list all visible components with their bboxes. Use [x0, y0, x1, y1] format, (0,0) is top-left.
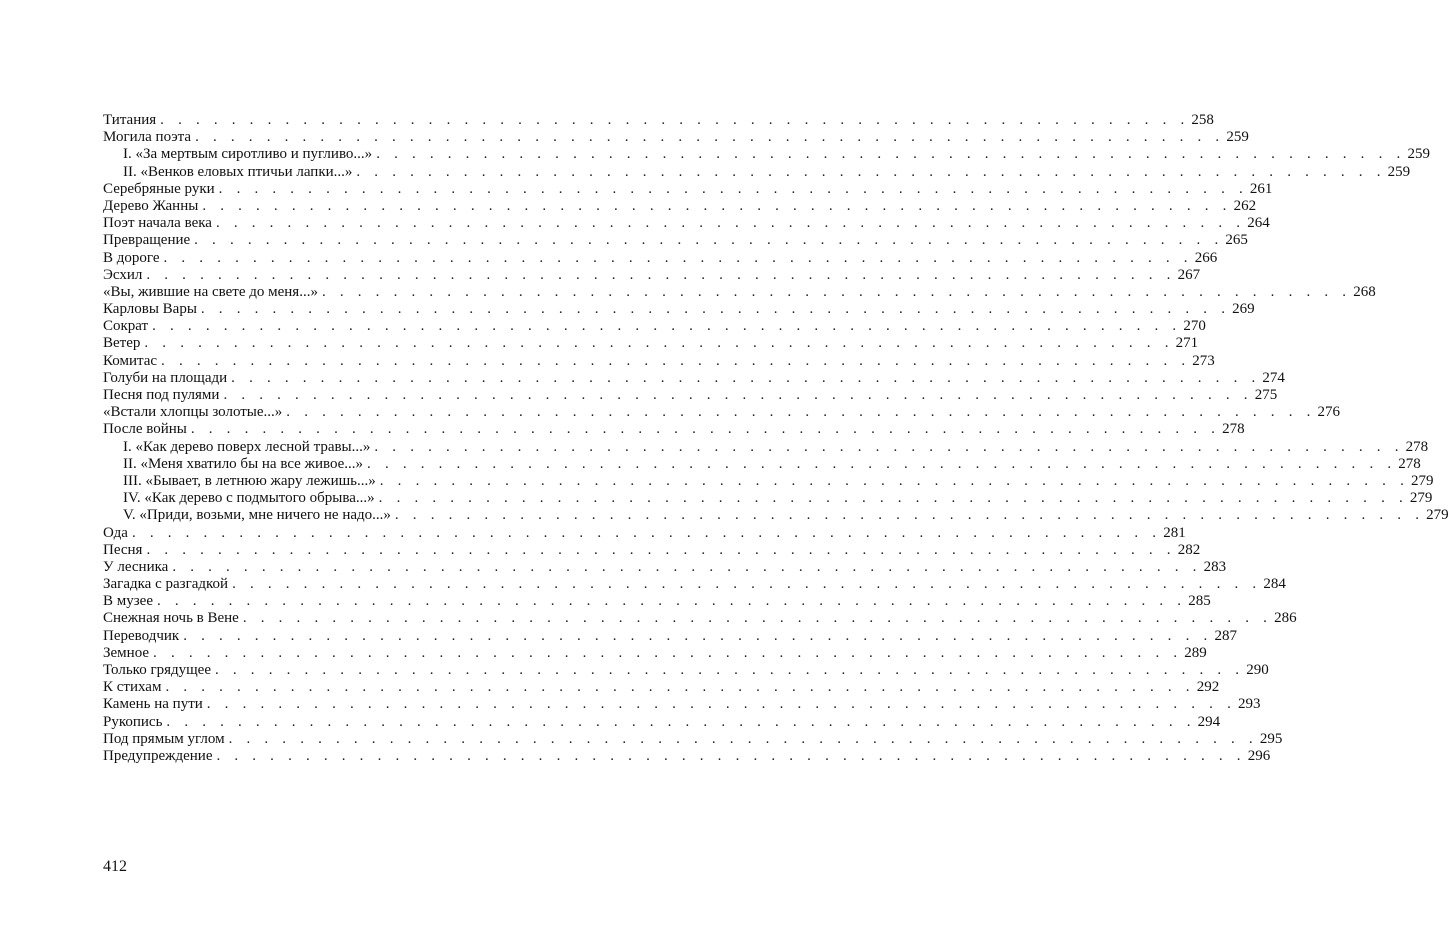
- toc-dot-leader: [161, 679, 1196, 696]
- toc-entry-title: Комитас: [103, 352, 158, 369]
- toc-dot-leader: [156, 112, 1191, 129]
- page-number: 412: [103, 858, 127, 875]
- toc-entry-title: II. «Меня хватило бы на все живое...»: [123, 455, 364, 472]
- toc-subentry: [103, 146, 1430, 163]
- toc-dot-leader: [352, 164, 1387, 181]
- toc-entry-page: 275: [1254, 387, 1278, 403]
- toc-entry: [103, 593, 1211, 610]
- toc-entry-page: 270: [1183, 318, 1206, 335]
- toc-entry-page: 293: [1238, 696, 1261, 713]
- toc-dot-leader: [198, 198, 1233, 215]
- toc-dot-leader: [318, 284, 1353, 301]
- toc-entry-title: III. «Бывает, в летнюю жару лежишь...»: [123, 472, 376, 489]
- toc-dot-leader: [239, 610, 1274, 627]
- toc-entry-page: 279: [1426, 507, 1449, 524]
- toc-entry-title: Под прямым углом: [103, 730, 225, 747]
- toc-entry-page: 289: [1184, 644, 1207, 661]
- toc-entry-page: 285: [1188, 593, 1211, 610]
- toc-entry: [103, 283, 1376, 301]
- toc-subentry: [103, 507, 1449, 524]
- toc-entry: [103, 215, 1270, 232]
- toc-entry: [103, 387, 1278, 404]
- toc-entry-title: Превращение: [103, 232, 191, 249]
- toc-entry-title: Голуби на площади: [103, 369, 228, 386]
- toc-entry-title: II. «Венков еловых птичьи лапки...»: [123, 163, 353, 180]
- toc-entry: [103, 301, 1255, 318]
- toc-entry: [103, 352, 1215, 370]
- toc-dot-leader: [219, 387, 1254, 404]
- toc-dot-leader: [128, 525, 1163, 542]
- toc-entry-page: 266: [1194, 249, 1218, 266]
- toc-entry-page: 278: [1405, 438, 1429, 455]
- toc-dot-leader: [372, 146, 1407, 163]
- toc-entry: [103, 404, 1341, 421]
- toc-subentry: [103, 163, 1411, 181]
- toc-entry-title: IV. «Как дерево с подмытого обрыва...»: [123, 490, 375, 507]
- toc-entry-title: Загадка с разгадкой: [103, 576, 229, 593]
- toc-entry-page: 262: [1233, 197, 1257, 214]
- toc-entry-title: Песня: [103, 541, 143, 558]
- toc-entry: [103, 644, 1207, 662]
- toc-dot-leader: [228, 576, 1263, 593]
- toc-dot-leader: [215, 181, 1250, 198]
- toc-entry-title: I. «Как дерево поверх лесной травы...»: [123, 438, 371, 455]
- toc-entry-title: Переводчик: [103, 627, 180, 644]
- toc-entry-page: 267: [1177, 266, 1201, 283]
- toc-dot-leader: [140, 335, 1175, 352]
- toc-entry: [103, 627, 1237, 645]
- toc-entry-page: 294: [1197, 713, 1221, 730]
- toc-entry-title: Дерево Жанны: [103, 197, 199, 214]
- toc-subentry: [103, 472, 1434, 490]
- toc-entry-page: 269: [1232, 301, 1255, 318]
- toc-entry-title: Только грядущее: [103, 662, 211, 678]
- table-of-contents: [103, 112, 1449, 765]
- toc-entry-page: 258: [1191, 112, 1214, 128]
- toc-entry-page: 278: [1222, 421, 1245, 438]
- toc-dot-leader: [203, 696, 1238, 713]
- toc-entry: [103, 112, 1214, 129]
- toc-entry-title: Могила поэта: [103, 129, 192, 146]
- toc-entry-page: 286: [1274, 610, 1297, 627]
- toc-entry-title: Поэт начала века: [103, 215, 212, 232]
- toc-entry-page: 264: [1247, 215, 1270, 232]
- toc-entry: [103, 369, 1285, 387]
- toc-entry-title: «Вы, жившие на свете до меня...»: [103, 283, 318, 300]
- toc-entry: [103, 558, 1227, 576]
- toc-dot-leader: [376, 473, 1411, 490]
- toc-entry: [103, 197, 1257, 215]
- toc-dot-leader: [363, 456, 1398, 473]
- toc-dot-leader: [391, 507, 1426, 524]
- toc-subentry: [103, 455, 1421, 473]
- toc-entry-page: 282: [1177, 541, 1201, 558]
- toc-entry-page: 284: [1263, 576, 1286, 593]
- toc-entry: [103, 129, 1249, 146]
- toc-entry-title: Рукопись: [103, 713, 163, 730]
- toc-entry-page: 287: [1214, 627, 1237, 644]
- toc-entry: [103, 747, 1271, 765]
- toc-dot-leader: [212, 748, 1247, 765]
- toc-entry-page: 259: [1387, 163, 1411, 180]
- toc-dot-leader: [160, 250, 1195, 267]
- toc-dot-leader: [179, 628, 1214, 645]
- toc-entry-page: 295: [1259, 730, 1283, 747]
- toc-entry-page: 296: [1247, 747, 1271, 764]
- toc-entry: [103, 232, 1248, 249]
- toc-entry: [103, 576, 1286, 593]
- toc-entry-page: 261: [1249, 180, 1273, 197]
- toc-entry-title: Снежная ночь в Вене: [103, 610, 239, 627]
- toc-entry-title: У лесника: [103, 558, 169, 575]
- toc-entry: [103, 180, 1273, 198]
- toc-dot-leader: [148, 318, 1183, 335]
- toc-entry: [103, 335, 1199, 352]
- toc-entry-title: После войны: [103, 421, 187, 438]
- toc-dot-leader: [197, 301, 1232, 318]
- toc-entry-page: 276: [1317, 404, 1341, 421]
- toc-entry-page: 290: [1246, 662, 1269, 678]
- toc-entry-title: Титания: [103, 112, 157, 128]
- toc-entry: [103, 318, 1206, 335]
- toc-entry-title: Серебряные руки: [103, 180, 215, 197]
- toc-entry: [103, 266, 1201, 284]
- toc-dot-leader: [225, 731, 1260, 748]
- toc-dot-leader: [149, 645, 1184, 662]
- toc-dot-leader: [190, 232, 1225, 249]
- toc-dot-leader: [282, 404, 1317, 421]
- toc-entry: [103, 421, 1245, 438]
- toc-entry-title: В музее: [103, 593, 153, 610]
- toc-entry-title: Ода: [103, 524, 128, 541]
- toc-entry-title: Песня под пулями: [103, 387, 220, 403]
- toc-subentry: [103, 438, 1429, 456]
- toc-entry-page: 259: [1226, 129, 1249, 146]
- toc-entry: [103, 713, 1221, 731]
- toc-entry-title: «Встали хлопцы золотые...»: [103, 404, 283, 421]
- toc-entry: [103, 730, 1283, 748]
- toc-dot-leader: [153, 593, 1188, 610]
- toc-entry-page: 278: [1398, 455, 1421, 472]
- toc-entry: [103, 249, 1218, 267]
- toc-entry-title: I. «За мертвым сиротливо и пугливо...»: [123, 146, 373, 163]
- toc-dot-leader: [370, 439, 1405, 456]
- toc-dot-leader: [142, 267, 1177, 284]
- toc-dot-leader: [211, 662, 1246, 679]
- toc-entry-page: 279: [1411, 472, 1434, 489]
- toc-subentry: [103, 490, 1433, 507]
- toc-entry-page: 274: [1262, 369, 1285, 386]
- toc-entry-page: 292: [1196, 679, 1220, 696]
- toc-entry-title: В дороге: [103, 249, 160, 266]
- toc-entry: [103, 662, 1269, 679]
- toc-entry-page: 279: [1409, 490, 1433, 507]
- toc-entry-title: Карловы Вары: [103, 301, 197, 318]
- toc-entry-page: 268: [1353, 283, 1376, 300]
- toc-entry: [103, 696, 1261, 713]
- toc-entry-page: 283: [1203, 558, 1227, 575]
- toc-entry-page: 281: [1163, 524, 1186, 541]
- toc-entry-title: Предупреждение: [103, 747, 213, 764]
- toc-entry-page: 265: [1225, 232, 1248, 249]
- toc-entry: [103, 541, 1201, 559]
- toc-dot-leader: [142, 542, 1177, 559]
- toc-entry-title: Камень на пути: [103, 696, 203, 713]
- toc-entry-title: Ветер: [103, 335, 141, 352]
- toc-dot-leader: [162, 714, 1197, 731]
- toc-entry-page: 273: [1192, 352, 1215, 369]
- toc-entry-title: Земное: [103, 644, 150, 661]
- toc-entry: [103, 610, 1297, 627]
- toc-dot-leader: [375, 490, 1410, 507]
- toc-entry: [103, 524, 1186, 542]
- toc-entry-title: Эсхил: [103, 266, 143, 283]
- toc-dot-leader: [212, 215, 1247, 232]
- toc-dot-leader: [191, 129, 1226, 146]
- toc-entry-title: Сократ: [103, 318, 149, 335]
- toc-entry-title: К стихам: [103, 679, 162, 696]
- toc-dot-leader: [187, 421, 1222, 438]
- toc-dot-leader: [227, 370, 1262, 387]
- toc-entry-page: 259: [1407, 146, 1430, 163]
- toc-entry-title: V. «Приди, возьми, мне ничего не надо...»: [123, 507, 391, 524]
- toc-entry-page: 271: [1175, 335, 1199, 352]
- toc-entry: [103, 679, 1220, 696]
- toc-dot-leader: [168, 559, 1203, 576]
- toc-dot-leader: [157, 353, 1192, 370]
